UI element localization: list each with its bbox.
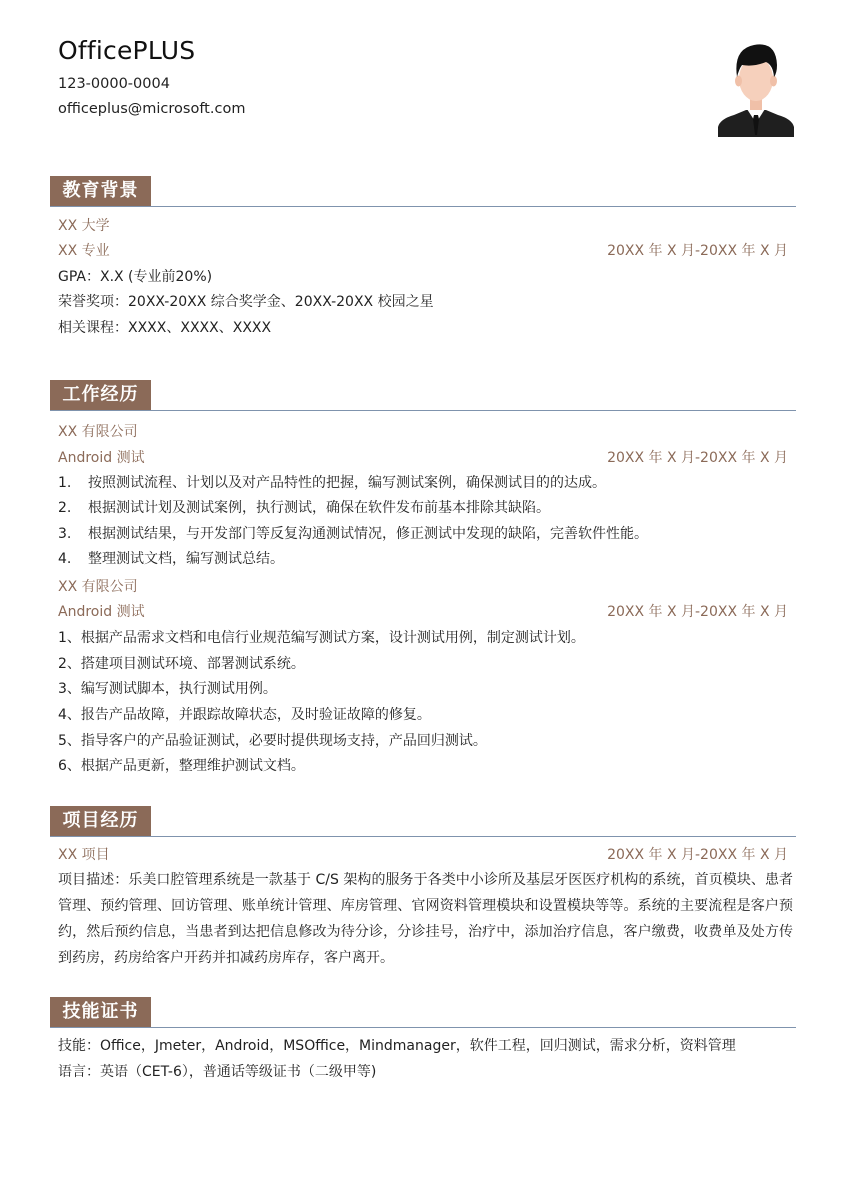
gpa: GPA：X.X (专业前20%) [58, 269, 213, 285]
list-item: 1、根据产品需求文档和电信行业规范编写测试方案，设计测试用例，制定测试计划。 [58, 630, 585, 646]
project-date: 20XX 年 X 月-20XX 年 X 月 [607, 847, 788, 863]
section-header-project [50, 806, 796, 837]
section-title: 教育背景 [50, 176, 151, 206]
section-title: 技能证书 [50, 997, 151, 1027]
honors: 荣誉奖项：20XX-20XX 综合奖学金、20XX-20XX 校园之星 [58, 294, 434, 310]
project-name: XX 项目 [58, 847, 110, 863]
courses: 相关课程：XXXX、XXXX、XXXX [58, 320, 272, 336]
role-title: Android 测试 [58, 604, 145, 620]
list-item: 4. 整理测试文档，编写测试总结。 [58, 551, 284, 567]
school-name: XX 大学 [58, 218, 110, 234]
skills-list: 技能：Office，Jmeter，Android，MSOffice，Mindmanager，软件工程，回归测试，需求分析，资料管理 [58, 1038, 736, 1054]
education-date: 20XX 年 X 月-20XX 年 X 月 [607, 243, 788, 259]
section-title: 项目经历 [50, 806, 151, 836]
major-row [58, 241, 788, 261]
list-item: 3、编写测试脚本，执行测试用例。 [58, 681, 277, 697]
role-title: Android 测试 [58, 450, 145, 466]
list-item: 4、报告产品故障，并跟踪故障状态，及时验证故障的修复。 [58, 707, 431, 723]
phone-number: 123-0000-0004 [58, 76, 170, 92]
role-row [58, 448, 788, 468]
work-date: 20XX 年 X 月-20XX 年 X 月 [607, 604, 788, 620]
list-item: 1. 按照测试流程、计划以及对产品特性的把握，编写测试案例，确保测试目的的达成。 [58, 475, 606, 491]
project-description: 项目描述：乐美口腔管理系统是一款基于 C/S 架构的服务于各类中小诊所及基层牙医医疗机构的系统，首页模块、患者管理、预约管理、回访管理、账单统计管理、库房管理、官网资料管理模块和设置模块等等。系统的主要流程是客户预约，然后预约信息，当患者到达把信息修改为待分诊，分诊挂号，治疗中，添加治疗信息，客户缴费，收费单及处方传到药房，药房给客户开药并扣减药房库存，客户离开。 [58, 872, 793, 966]
project-row [58, 845, 788, 865]
list-item: 3. 根据测试结果，与开发部门等反复沟通测试情况，修正测试中发现的缺陷，完善软件性能。 [58, 526, 648, 542]
company-name: XX 有限公司 [58, 424, 138, 440]
list-item: 5、指导客户的产品验证测试，必要时提供现场支持，产品回归测试。 [58, 733, 487, 749]
section-title: 工作经历 [50, 380, 151, 410]
role-row [58, 602, 788, 622]
list-item: 6、根据产品更新，整理维护测试文档。 [58, 758, 305, 774]
work-date: 20XX 年 X 月-20XX 年 X 月 [607, 450, 788, 466]
candidate-name: OfficePLUS [58, 36, 196, 65]
list-item: 2. 根据测试计划及测试案例，执行测试，确保在软件发布前基本排除其缺陷。 [58, 500, 550, 516]
email-address: officeplus@microsoft.com [58, 101, 246, 117]
section-header-education [50, 176, 796, 207]
list-item: 2、搭建项目测试环境、部署测试系统。 [58, 656, 305, 672]
avatar-icon [716, 35, 796, 137]
company-name: XX 有限公司 [58, 579, 138, 595]
section-header-work [50, 380, 796, 411]
major-name: XX 专业 [58, 243, 110, 259]
section-header-skills [50, 997, 796, 1028]
languages-list: 语言：英语（CET-6），普通话等级证书（二级甲等) [58, 1064, 377, 1080]
